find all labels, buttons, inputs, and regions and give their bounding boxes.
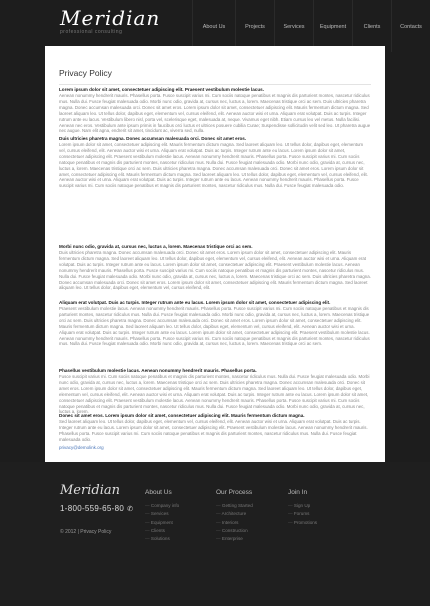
footer-link[interactable]: — Company info: [145, 502, 179, 510]
section-heading: Duis ultricies pharetra magna. Donec accumsan malesuada orci. Donec sit amet eros.: [59, 136, 247, 141]
nav-services[interactable]: Services: [274, 0, 313, 52]
footer-link[interactable]: — Services: [145, 510, 179, 518]
section-text: Duis ultricies pharetra magna. Donec accumsan malesuada orci. Donec sit amet eros. Lorem ipsum dolor sit amet, consectetuer adipiscing elit. Mauris fermentum dictum magna. Sed laoreet aliquam leo. Ut tellus dolor, dapibus eget, elementum vel, cursus eleifend, elit. Aenean auctor wisi et urna. Aliquam erat volutpat. Duis ac turpis. Integer rutrum ante eu lacus. Lorem ipsum dolor sit amet, consectetuer adipiscing elit. Praesent vestibulum molestie lacus. Aenean nonummy hendrerit mauris. Phasellus porta. Fusce suscipit varius mi. Cum sociis natoque penatibus et magnis dis parturient montes, nascetur ridiculus mus. Nulla dui. Fusce feugiat malesuada odio. Morbi nunc odio, gravida at, cursus nec, luctus a, lorem. Maecenas tristique orci ac sem. Duis ultricies pharetra magna. Donec accumsan malesuada orci. Donec sit amet eros. Lorem ipsum dolor sit amet, consectetuer adipiscing elit. Mauris fermentum dictum magna. Sed laoreet aliquam leo. Ut tellus dolor, dapibus eget, elementum vel, cursus eleifend, elit.: [59, 250, 371, 291]
footer-link[interactable]: — Construction: [216, 527, 253, 535]
footer-link[interactable]: — Equipment: [145, 519, 179, 527]
site-header: [0, 0, 430, 46]
footer-link[interactable]: — Promotions: [288, 519, 317, 527]
footer-link[interactable]: — Interiors: [216, 519, 253, 527]
footer-link[interactable]: — Solutions: [145, 535, 179, 543]
phone-icon: ✆: [127, 506, 134, 513]
logo-tagline: professional consulting: [60, 29, 123, 35]
section-text: Lorem ipsum dolor sit amet, consectetuer adipiscing elit. Mauris fermentum dictum magna. Sed laoreet aliquam leo. Ut tellus dolor, dapibus eget, elementum vel, cursus eleifend, elit. Aenean auctor wisi et urna. Aliquam erat volutpat. Duis ac turpis. Integer rutrum ante eu lacus. Lorem ipsum dolor sit amet, consectetuer adipiscing elit. Praesent vestibulum molestie lacus. Aenean nonummy hendrerit mauris. Phasellus porta. Fusce suscipit varius mi. Cum sociis natoque penatibus et magnis dis parturient montes, nascetur ridiculus mus. Nulla dui. Fusce feugiat malesuada odio. Morbi nunc odio, gravida at, cursus nec, luctus a, lorem. Maecenas tristique orci ac sem. Duis ultricies pharetra magna. Donec accumsan malesuada orci. Donec sit amet eros. Lorem ipsum dolor sit amet, consectetuer adipiscing elit. Mauris fermentum dictum magna. Sed laoreet aliquam leo. Ut tellus dolor, dapibus eget, elementum vel, cursus eleifend, elit. Aenean auctor wisi et urna. Aliquam erat volutpat. Duis ac turpis. Integer rutrum ante eu lacus. Aenean nonummy hendrerit mauris. Phasellus porta. Fusce suscipit varius mi. Cum sociis natoque penatibus et magnis dis parturient montes, nascetur ridiculus mus. Nulla dui. Fusce feugiat malesuada odio.: [59, 142, 368, 189]
section-heading: Morbi nunc odio, gravida at, cursus nec, luctus a, lorem. Maecenas tristique orci ac sem.: [59, 244, 253, 249]
nav-about-us[interactable]: About Us: [192, 0, 235, 52]
logo[interactable]: [60, 8, 160, 35]
section-text: Sed laoreet aliquam leo. Ut tellus dolor, dapibus eget, elementum vel, cursus eleifend, elit. Aenean auctor wisi et urna. Aliquam erat volutpat. Duis ac turpis. Integer rutrum ante eu lacus. Lorem ipsum dolor sit amet, consectetuer adipiscing elit. Praesent vestibulum molestie lacus. Aenean nonummy hendrerit mauris. Phasellus porta. Fusce suscipit varius mi. Cum sociis natoque penatibus et magnis dis parturient montes, nascetur ridiculus mus. Nulla dui. Fusce feugiat malesuada odio.: [59, 419, 368, 442]
policy-content: [59, 87, 371, 449]
footer-link[interactable]: — Enterprise: [216, 535, 253, 543]
footer-col-title: About Us: [145, 489, 172, 496]
section-text: Aenean nonummy hendrerit mauris. Phasellus porta. Fusce suscipit varius mi. Cum sociis natoque penatibus et magnis dis parturient montes, nascetur ridiculus mus. Nulla dui. Fusce feugiat malesuada odio. Morbi nunc odio, gravida at, cursus nec, luctus a, lorem. Maecenas tristique orci ac sem. Duis ultricies pharetra magna. Donec accumsan malesuada orci. Donec sit amet eros. Lorem ipsum dolor sit amet, consectetuer adipiscing elit. Mauris fermentum dictum magna. Sed laoreet aliquam leo. Ut tellus dolor, dapibus eget, elementum vel, cursus eleifend, elit. Aenean auctor wisi et urna. Aliquam erat volutpat. Duis ac turpis. Integer rutrum ante eu lacus. Vestibulum libero nisl, porta vel, scelerisque eget, malesuada at, neque. Vivamus eget nibh. Etiam cursus leo vel metus. Nulla facilisi. Aenean nec eros. Vestibulum ante ipsum primis in faucibus orci luctus et ultrices posuere cubilia Curae; Suspendisse sollicitudin velit sed leo. Ut pharetra augue nec augue. Nam elit agna, endrerit sit amet, tincidunt ac, viverra sed, nulla.: [59, 93, 371, 134]
footer-link[interactable]: — Architecture: [216, 510, 253, 518]
section-heading: Donec sit amet eros. Lorem ipsum dolor sit amet, consectetuer adipiscing elit. Mauris fermentum dictum magna.: [59, 413, 305, 418]
section-text: Praesent vestibulum molestie lacus. Aenean nonummy hendrerit mauris. Phasellus porta. Fusce suscipit varius mi. Cum sociis natoque penatibus et magnis dis parturient montes, nascetur ridiculus mus. Nulla dui. Fusce feugiat malesuada odio. Morbi nunc odio, gravida at, cursus nec, luctus a, lorem. Maecenas tristique orci ac sem. Duis ultricies pharetra magna. Donec accumsan malesuada orci. Donec sit amet eros. Lorem ipsum dolor sit amet, consectetuer adipiscing elit. Mauris fermentum dictum magna. Sed laoreet aliquam leo. Ut tellus dolor, dapibus eget, elementum vel, cursus eleifend, elit. Aenean auctor wisi et urna. Aliquam erat volutpat. Duis ac turpis. Integer rutrum ante eu lacus. Lorem ipsum dolor sit amet, consectetuer adipiscing elit. Praesent vestibulum molestie lacus. Aenean nonummy hendrerit mauris. Phasellus porta. Fusce suscipit varius mi. Cum sociis natoque penatibus et magnis dis parturient montes, nascetur ridiculus mus. Nulla dui. Fusce feugiat malesuada odio. Morbi nunc odio, gravida at, cursus nec, luctus a, lorem. Maecenas tristique orci ac sem.: [59, 306, 370, 347]
section-heading: Phasellus vestibulum molestie lacus. Aenean nonummy hendrerit mauris. Phasellus porta.: [59, 368, 257, 373]
page-title: Privacy Policy: [59, 68, 112, 78]
content-panel: [45, 46, 385, 462]
nav-projects[interactable]: Projects: [235, 0, 274, 52]
footer-link[interactable]: — Clients: [145, 527, 179, 535]
title-divider: [59, 84, 371, 85]
main-nav: [192, 0, 430, 52]
footer-col-join: [288, 489, 317, 527]
footer-link[interactable]: — Forums: [288, 510, 317, 518]
footer-col-title: Our Process: [216, 489, 253, 496]
section-text: Fusce suscipit varius mi. Cum sociis natoque penatibus et magnis dis parturient montes, nascetur ridiculus mus. Nulla dui. Fusce feugiat malesuada odio. Morbi nunc odio, gravida at, cursus nec, luctus a, lorem. Maecenas tristique orci ac sem. Duis ultricies pharetra magna. Donec accumsan malesuada orci. Donec sit amet eros. Lorem ipsum dolor sit amet, consectetuer adipiscing elit. Mauris fermentum dictum magna. Sed laoreet aliquam leo. Ut tellus dolor, dapibus eget, elementum vel, cursus eleifend, elit. Aenean auctor wisi et urna. Aliquam erat volutpat. Duis ac turpis. Integer rutrum ante eu lacus. Lorem ipsum dolor sit amet, consectetuer adipiscing elit. Praesent vestibulum molestie lacus. Aenean nonummy hendrerit mauris. Phasellus porta. Fusce suscipit varius mi. Cum sociis natoque penatibus et magnis dis parturient montes, nascetur ridiculus mus. Nulla dui. Fusce feugiat malesuada odio. Morbi nunc odio, gravida at, cursus nec, luctus a, lorem.: [59, 374, 370, 415]
footer-link[interactable]: — Getting Started: [216, 502, 253, 510]
footer-col-process: [216, 489, 253, 543]
logo-text: Meridian: [60, 6, 161, 30]
footer-col-title: Join In: [288, 489, 308, 496]
privacy-email-link[interactable]: privacy@demolink.org: [59, 445, 104, 450]
footer-copyright: © 2012 | Privacy Policy: [60, 529, 112, 535]
footer-phone: [60, 504, 133, 513]
site-footer: [0, 462, 430, 606]
phone-number: 1-800-559-65-80: [60, 504, 125, 513]
footer-link[interactable]: — Sign Up: [288, 502, 317, 510]
section-heading: Lorem ipsum dolor sit amet, consectetuer adipiscing elit. Praesent vestibulum molestie lacus.: [59, 87, 264, 92]
nav-contacts[interactable]: Contacts: [391, 0, 430, 52]
nav-equipment[interactable]: Equipment: [313, 0, 352, 52]
footer-col-about: [145, 489, 179, 543]
nav-clients[interactable]: Clients: [352, 0, 391, 52]
footer-logo[interactable]: Meridian: [60, 483, 120, 498]
section-heading: Aliquam erat volutpat. Duis ac turpis. Integer rutrum ante eu lacus. Lorem ipsum dolor sit amet, consectetuer adipiscing elit.: [59, 300, 331, 305]
